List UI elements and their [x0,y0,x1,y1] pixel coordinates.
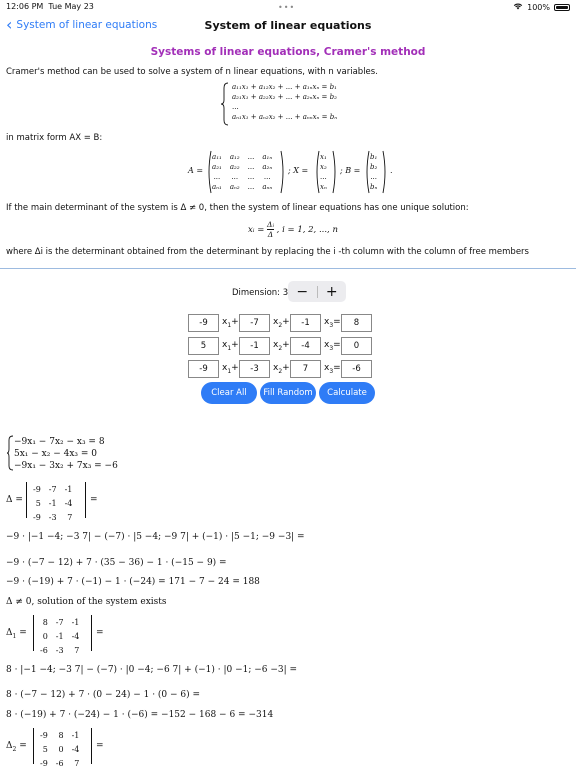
var-label: $x_2+$ [273,340,290,352]
var-label: $x_1+$ [222,317,239,329]
delta1-line-3: 8 · (−19) + 7 · (−24) − 1 · (−6) = −152 − 168 − 6 = −314 [6,710,274,720]
input-a23[interactable]: -4 [290,337,321,355]
delta2-matrix: -9 8 -1 5 0 -4 -9 -6 7 [40,731,80,768]
status-bar [0,0,576,14]
multitasking-dots-icon[interactable]: ••• [278,3,296,12]
main-determinant-text: If the main determinant of the system is Δ ≠ 0, then the system of linear equations has one unique solution: [6,203,469,213]
expansion-line: −9 · |−1 −4; −3 7| − (−7) · |5 −4; −9 7| + (−1) · |5 −1; −9 −3| = [6,532,305,542]
status-right [513,2,570,12]
divider [0,268,576,269]
expansion-line-3: −9 · (−19) + 7 · (−1) − 1 · (−24) = 171 − 7 − 24 = 188 [6,577,260,587]
dimension-label: Dimension: 3 [232,288,289,298]
page-title: System of linear equations [204,19,372,32]
delta1-label: $\Delta_1$ = [6,628,27,640]
det-bar [26,482,27,518]
input-a13[interactable]: -1 [290,314,321,332]
input-a33[interactable]: 7 [290,360,321,378]
decrement-button[interactable]: − [296,283,309,300]
matrix-form-label: in matrix form AX = B: [6,133,103,143]
matrix-form: A = a₁₁ a₁₂ ... a₁ₙ a₂₁ a₂₂ ... a₂ₙ ... ... ... ... aₙ₁ aₙ₂ ... aₙₙ ; X = x₁ x₂ ... xₙ ; B = b₁ b₂ ... bₙ . [188,153,393,191]
equals: = [96,741,104,751]
var-label: $x_1+$ [222,340,239,352]
var-label: $x_3=$ [324,340,341,352]
solution-formula: xᵢ = $\frac{\text{Δᵢ}}{\Delta}$ , i = 1, 2, ..., n [248,220,338,239]
equals: = [96,628,104,638]
input-a11[interactable]: -9 [188,314,219,332]
var-label: $x_1+$ [222,363,239,375]
solution-system: −9x₁ − 7x₂ − x₃ = 8 5x₁ − x₂ − 4x₃ = 0 −9x₁ − 3x₂ + 7x₃ = −6 [14,437,118,471]
delta-label: Δ = [6,495,23,505]
wifi-icon [513,2,523,12]
equals: = [90,495,98,505]
delta2-label: $\Delta_2$ = [6,741,27,753]
input-a32[interactable]: -3 [239,360,270,378]
brace-icon [6,435,14,471]
input-a31[interactable]: -9 [188,360,219,378]
increment-button[interactable]: + [325,283,338,300]
intro-text: Cramer's method can be used to solve a system of n linear equations, with n variables. [6,67,378,77]
det-bar [85,482,86,518]
input-a12[interactable]: -7 [239,314,270,332]
det-bar [91,728,92,764]
status-time: 12:06 PM Tue May 23 [6,2,94,11]
input-a22[interactable]: -1 [239,337,270,355]
var-label: $x_3=$ [324,317,341,329]
brace-icon [220,82,230,126]
delta-matrix: -9 -7 -1 5 -1 -4 -9 -3 7 [33,485,73,522]
expansion-line-2: −9 · (−7 − 12) + 7 · (35 − 36) − 1 · (−15 − 9) = [6,558,227,568]
det-bar [33,728,34,764]
input-b1[interactable]: 8 [341,314,372,332]
input-a21[interactable]: 5 [188,337,219,355]
battery-percent: 100% [527,2,550,12]
chevron-left-icon: ‹ [6,15,13,34]
dimension-stepper[interactable] [288,281,346,302]
var-label: $x_3=$ [324,363,341,375]
input-b2[interactable]: 0 [341,337,372,355]
det-bar [33,615,34,651]
fill-random-button[interactable]: Fill Random [260,382,316,404]
delta1-expansion: 8 · |−1 −4; −3 7| − (−7) · |0 −4; −6 7| + (−1) · |0 −1; −6 −3| = [6,665,298,675]
var-label: $x_2+$ [273,363,290,375]
delta1-matrix: 8 -7 -1 0 -1 -4 -6 -3 7 [40,618,80,655]
delta1-line-2: 8 · (−7 − 12) + 7 · (0 − 24) − 1 · (0 − 6) = [6,690,201,700]
where-text: where Δi is the determinant obtained from the determinant by replacing the i -th column with the column of free members [6,247,529,257]
var-label: $x_2+$ [273,317,290,329]
det-bar [91,615,92,651]
nonzero-text: Δ ≠ 0, solution of the system exists [6,597,167,607]
clear-all-button[interactable]: Clear All [201,382,257,404]
back-label: System of linear equations [16,19,158,31]
calculate-button[interactable]: Calculate [319,382,375,404]
battery-icon [554,4,570,11]
section-heading: Systems of linear equations, Cramer's method [150,46,426,58]
input-b3[interactable]: -6 [341,360,372,378]
